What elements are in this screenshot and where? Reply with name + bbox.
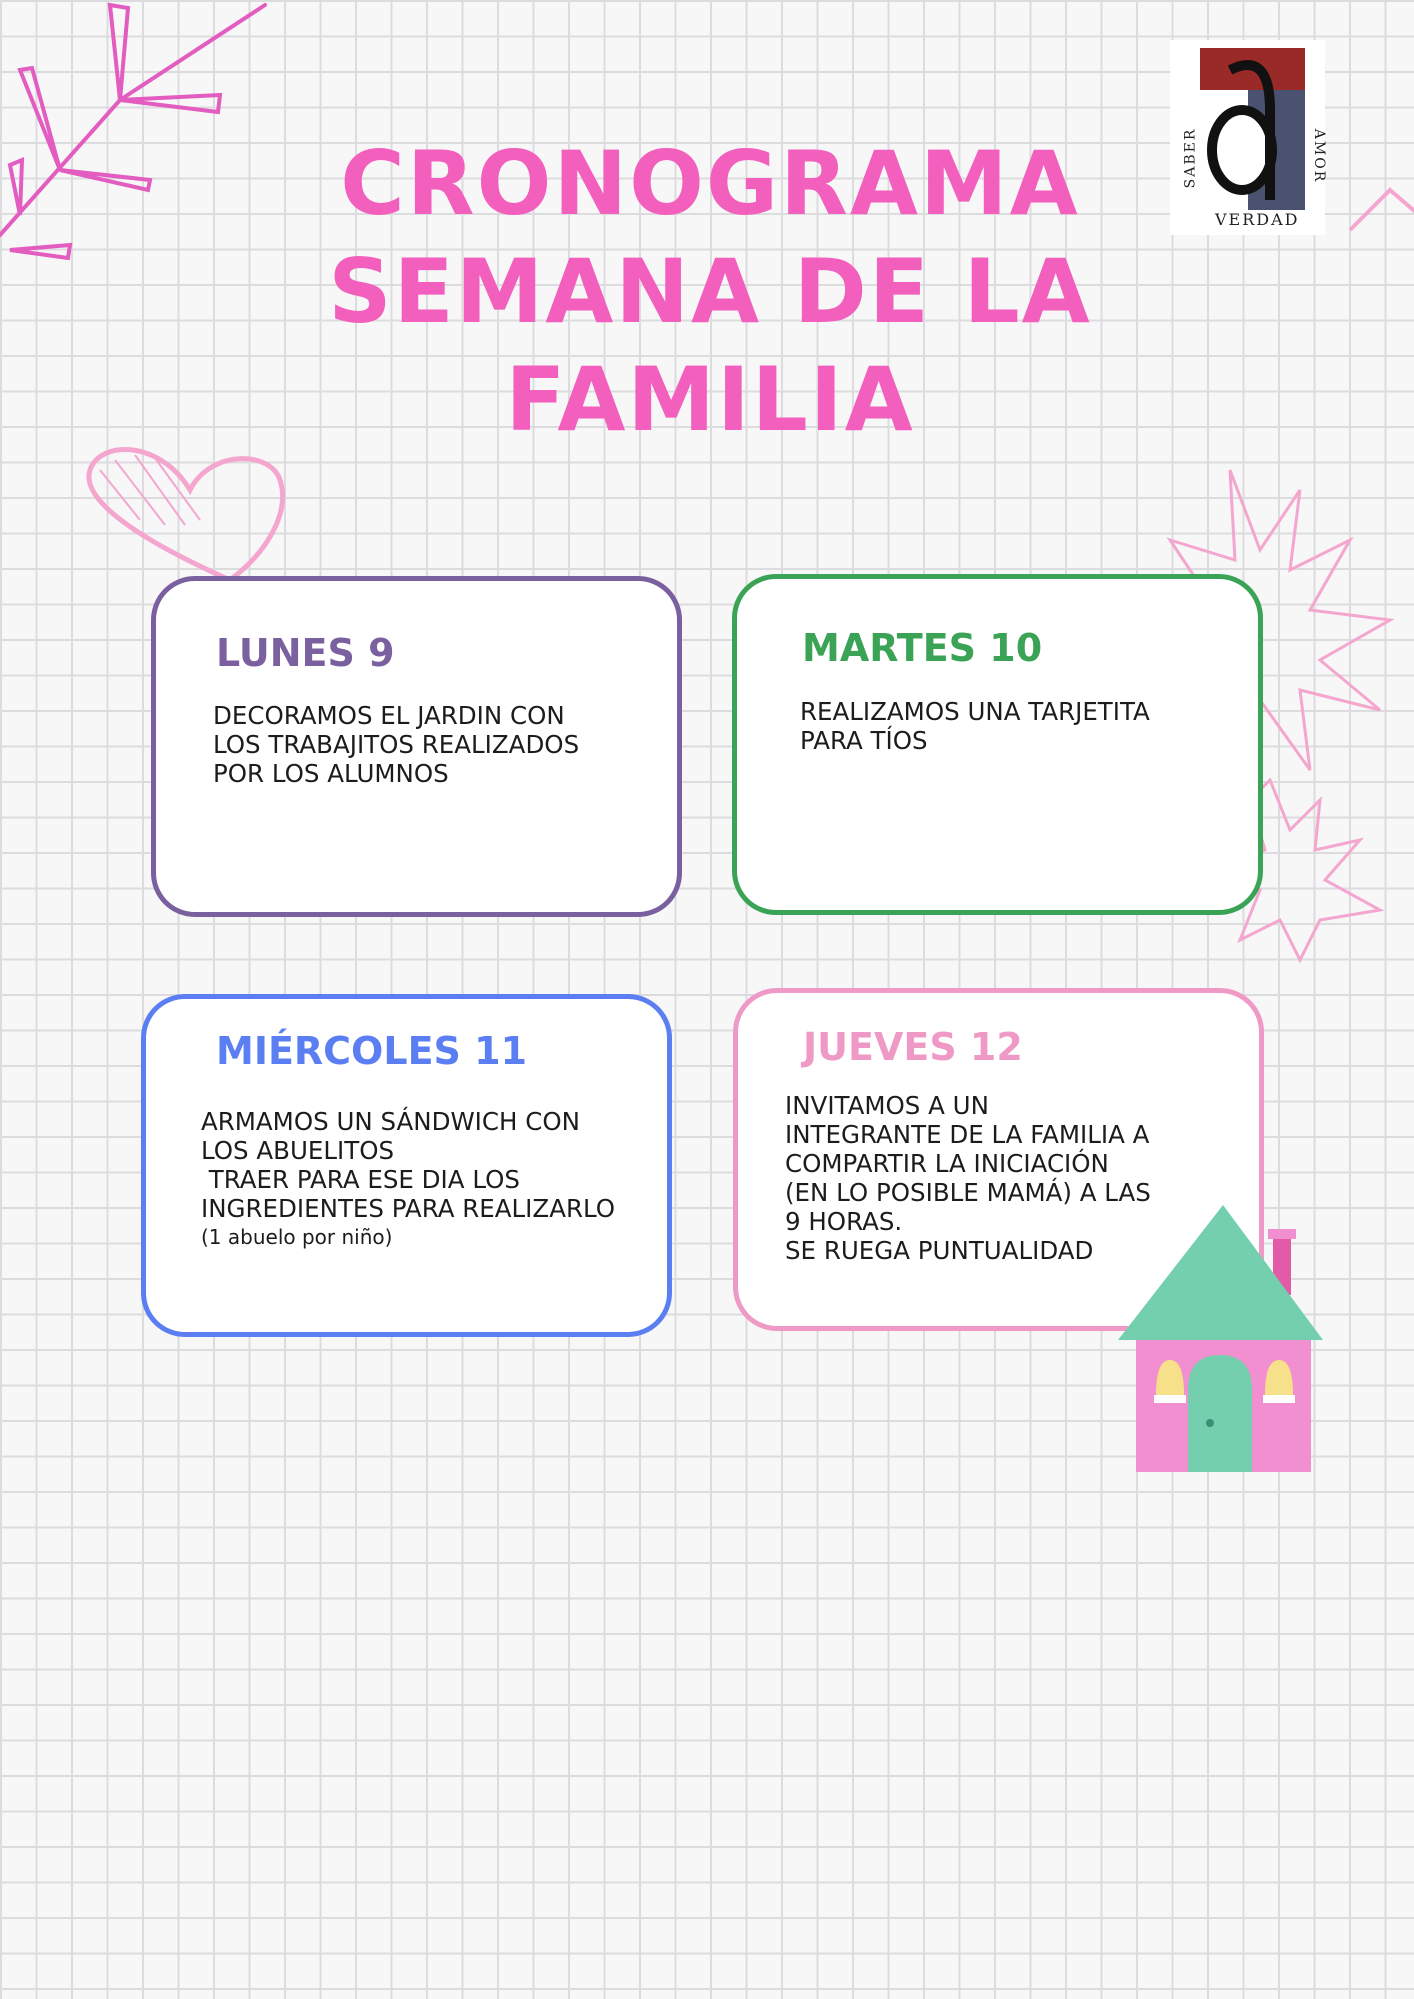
description-line: ARMAMOS UN SÁNDWICH CON xyxy=(201,1107,580,1136)
description-line: INTEGRANTE DE LA FAMILIA A xyxy=(785,1120,1150,1149)
day-description xyxy=(201,1107,615,1252)
description-line: DECORAMOS EL JARDIN CON xyxy=(213,701,565,730)
day-description xyxy=(800,697,1150,755)
description-line: COMPARTIR LA INICIACIÓN xyxy=(785,1149,1109,1178)
description-line: INVITAMOS A UN xyxy=(785,1091,989,1120)
day-description xyxy=(785,1091,1151,1265)
title-line-2: SEMANA DE LA xyxy=(328,240,1092,343)
day-description xyxy=(213,701,579,788)
day-card-miercoles xyxy=(141,994,672,1337)
day-heading: MIÉRCOLES 11 xyxy=(216,1029,528,1073)
description-line: LOS TRABAJITOS REALIZADOS xyxy=(213,730,580,759)
school-logo xyxy=(1170,40,1328,235)
day-heading: LUNES 9 xyxy=(216,631,395,675)
description-line: PARA TÍOS xyxy=(800,726,928,755)
day-heading: JUEVES 12 xyxy=(803,1025,1023,1069)
description-line: SE RUEGA PUNTUALIDAD xyxy=(785,1236,1094,1265)
day-card-lunes xyxy=(151,576,682,917)
description-line: REALIZAMOS UNA TARJETITA xyxy=(800,697,1150,726)
description-line: LOS ABUELITOS xyxy=(201,1136,395,1165)
description-line: 9 HORAS. xyxy=(785,1207,903,1236)
description-line: INGREDIENTES PARA REALIZARLO xyxy=(201,1194,616,1223)
logo-word-left: SABER xyxy=(1182,127,1199,189)
chevron-doodle xyxy=(1350,160,1414,240)
page-title xyxy=(280,130,1140,454)
house-illustration xyxy=(1118,1205,1328,1475)
logo-word-right: AMOR xyxy=(1311,128,1328,184)
day-card-martes xyxy=(732,574,1263,915)
branch-doodle xyxy=(0,0,300,270)
title-line-3: FAMILIA xyxy=(505,348,915,451)
day-heading: MARTES 10 xyxy=(802,626,1043,670)
description-line: POR LOS ALUMNOS xyxy=(213,759,449,788)
description-line: TRAER PARA ESE DIA LOS xyxy=(201,1165,520,1194)
title-line-1: CRONOGRAMA xyxy=(340,132,1080,235)
description-note: (1 abuelo por niño) xyxy=(201,1225,393,1249)
description-line: (EN LO POSIBLE MAMÁ) A LAS xyxy=(785,1178,1151,1207)
logo-word-bottom: VERDAD xyxy=(1215,210,1300,229)
